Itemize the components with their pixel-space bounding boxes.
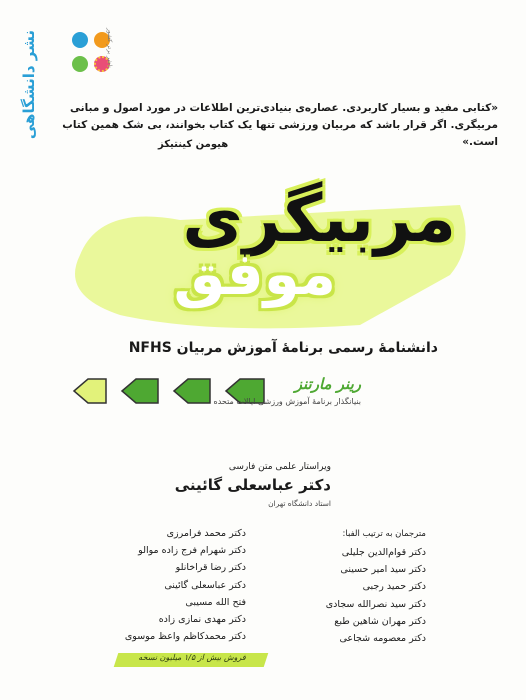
book-title-line2: موفق <box>173 240 336 308</box>
logo-dot-green <box>72 56 88 72</box>
publisher-logo <box>38 26 108 82</box>
translator-name: دکتر محمد فرامرزی <box>166 528 246 539</box>
translator-name: دکتر محمدکاظم واعظ موسوی <box>124 631 246 643</box>
author-description: بنیانگذار برنامهٔ آموزش ورزشی ایالات متحده <box>213 397 361 406</box>
book-title-line1: مربیگری <box>182 180 456 257</box>
book-subtitle: دانشنامهٔ رسمی برنامهٔ آموزش مربیان NFHS <box>128 340 438 356</box>
author-name: رینر مارتنز <box>294 375 361 393</box>
translator-name: دکتر مهران شاهین طبع <box>334 615 426 627</box>
translator-name: دکتر حمید رجبی <box>362 581 426 593</box>
arrow-icon-yellow <box>74 379 106 403</box>
cover-quote: «کتابی مفید و بسیار کاربردی. عصاره‌ی بنیادی‌ترین اطلاعات در مورد اصول و مبانی مربیگری. اگر قرار باشد که مربیان ورزشی تنها یک کتاب بخوانند، بی شک همین کتاب است.» <box>62 102 498 148</box>
translator-name: دکتر سید امیر حسینی <box>340 564 426 576</box>
translators-left-column <box>76 525 246 645</box>
arrow-icon-green <box>122 379 158 403</box>
editor-role: ویراستار علمی متن فارسی <box>228 462 331 472</box>
editor-name: دکتر عباسعلی گائینی <box>174 476 331 494</box>
translator-name: دکتر قوام‌الدین جلیلی <box>341 547 426 558</box>
quote-author: هیومن کینتیکز <box>158 139 229 150</box>
translator-name: دکتر معصومه شجاعی <box>339 633 426 645</box>
sales-banner-text: فروش بیش از ۱/۵ میلیون نسخه <box>138 653 246 662</box>
translator-name: دکتر سید نصرالله سجادی <box>325 598 426 610</box>
translator-name: فتح الله مسیبی <box>185 596 246 608</box>
translator-name: دکتر عباسعلی گائینی <box>164 579 246 591</box>
publisher-tagline: ناشر برتر کشور <box>106 28 113 68</box>
translators-right-column <box>256 544 426 647</box>
translator-name: دکتر رضا قراخانلو <box>175 562 246 574</box>
arrow-icon-green <box>174 379 210 403</box>
editor-affiliation: استاد دانشگاه تهران <box>268 499 331 508</box>
translators-heading: مترجمان به ترتیب الفبا: <box>342 529 426 539</box>
translator-name: دکتر مهدی نمازی زاده <box>158 614 246 626</box>
publisher-name: نشر دانشگاهی <box>20 30 38 140</box>
translator-name: دکتر شهرام فرج زاده موالو <box>138 545 246 557</box>
logo-dot-blue <box>72 32 88 48</box>
